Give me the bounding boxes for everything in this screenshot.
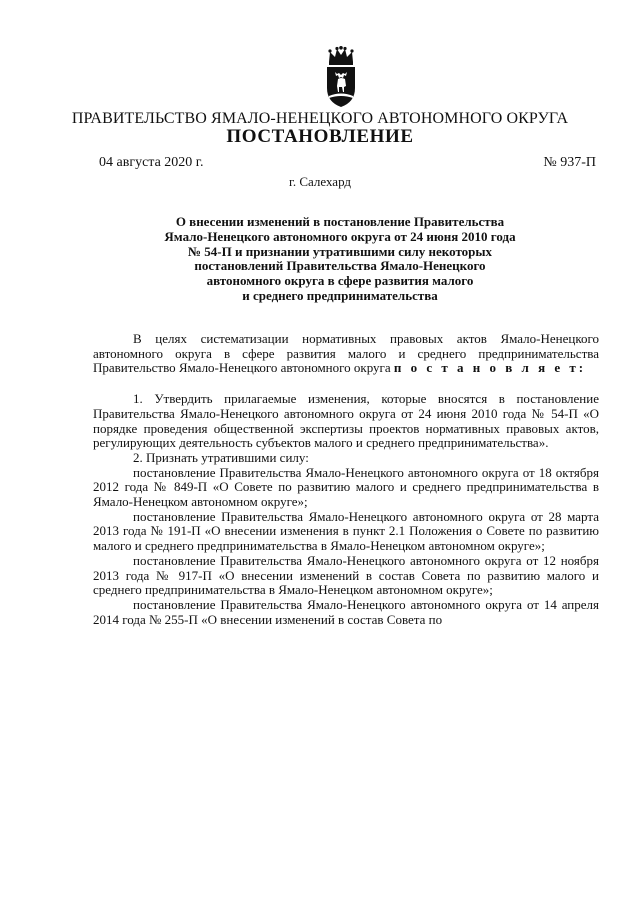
government-title: ПРАВИТЕЛЬСТВО ЯМАЛО-НЕНЕЦКОГО АВТОНОМНОГО ОКРУГА	[71, 110, 569, 127]
body-paragraph: 2. Признать утратившими силу:	[133, 449, 309, 465]
body-paragraph: 1. Утвердить прилагаемые изменения, которые вносятся в постановление Правительства Ямало-Ненецкого автономного округа от 24 июня 2010 года № 54-П «О порядке проведения общественной экспертизы проектов нормативных правовых актов, регулирующих деятельность субъектов малого и среднего предпринимательства».	[93, 391, 599, 451]
document-city: г. Салехард	[288, 174, 352, 189]
heading-line: О внесении изменений в постановление Правительства	[175, 214, 505, 229]
document-date: 04 августа 2020 г.	[99, 155, 204, 170]
body-paragraph: постановление Правительства Ямало-Ненецкого автономного округа от 14 апреля 2014 года № 255-П «О внесении изменений в состав Совета по	[93, 596, 599, 627]
heading-line: № 54-П и признании утратившими силу некоторых	[187, 243, 493, 259]
heading-line: и среднего предпринимательства	[242, 287, 438, 303]
document-body	[93, 332, 599, 627]
document-type: ПОСТАНОВЛЕНИЕ	[226, 126, 414, 147]
body-paragraph: постановление Правительства Ямало-Ненецкого автономного округа от 28 марта 2013 года № 191-П «О внесении изменения в пункт 2.1 Положения о Совете по развитию малого и среднего предпринимательства в Ямало-Ненецком автономном округе»;	[93, 508, 599, 554]
heading-line: Ямало-Ненецкого автономного округа от 24 июня 2010 года	[164, 228, 516, 244]
preamble-paragraph	[93, 332, 599, 376]
body-paragraph: постановление Правительства Ямало-Ненецкого автономного округа от 12 ноября 2013 года № 917-П «О внесении изменений в состав Совета по развитию малого и среднего предпринимательства в Ямало-Ненецком автономном округе»;	[93, 552, 599, 598]
yamal-coat-of-arms-icon	[326, 46, 356, 108]
document-number: № 937-П	[543, 155, 596, 170]
resolves-word: п о с т а н о в л я е т:	[393, 360, 587, 376]
paragraph-gap	[93, 376, 599, 392]
body-paragraph: постановление Правительства Ямало-Ненецкого автономного округа от 18 октября 2012 года № 849-П «О Совете по развитию малого и среднего предпринимательства в Ямало-Ненецком автономном округе»;	[93, 464, 599, 510]
preamble-text: В целях систематизации нормативных правовых актов Ямало-Ненецкого автономного округа в сфере развития малого и среднего предпринимательства Правительство Ямало-Ненецкого автономного округа	[93, 331, 599, 376]
heading-line: постановлений Правительства Ямало-Ненецкого	[194, 258, 486, 274]
document-heading	[120, 215, 560, 304]
heading-line: автономного округа в сфере развития малого	[206, 273, 474, 289]
